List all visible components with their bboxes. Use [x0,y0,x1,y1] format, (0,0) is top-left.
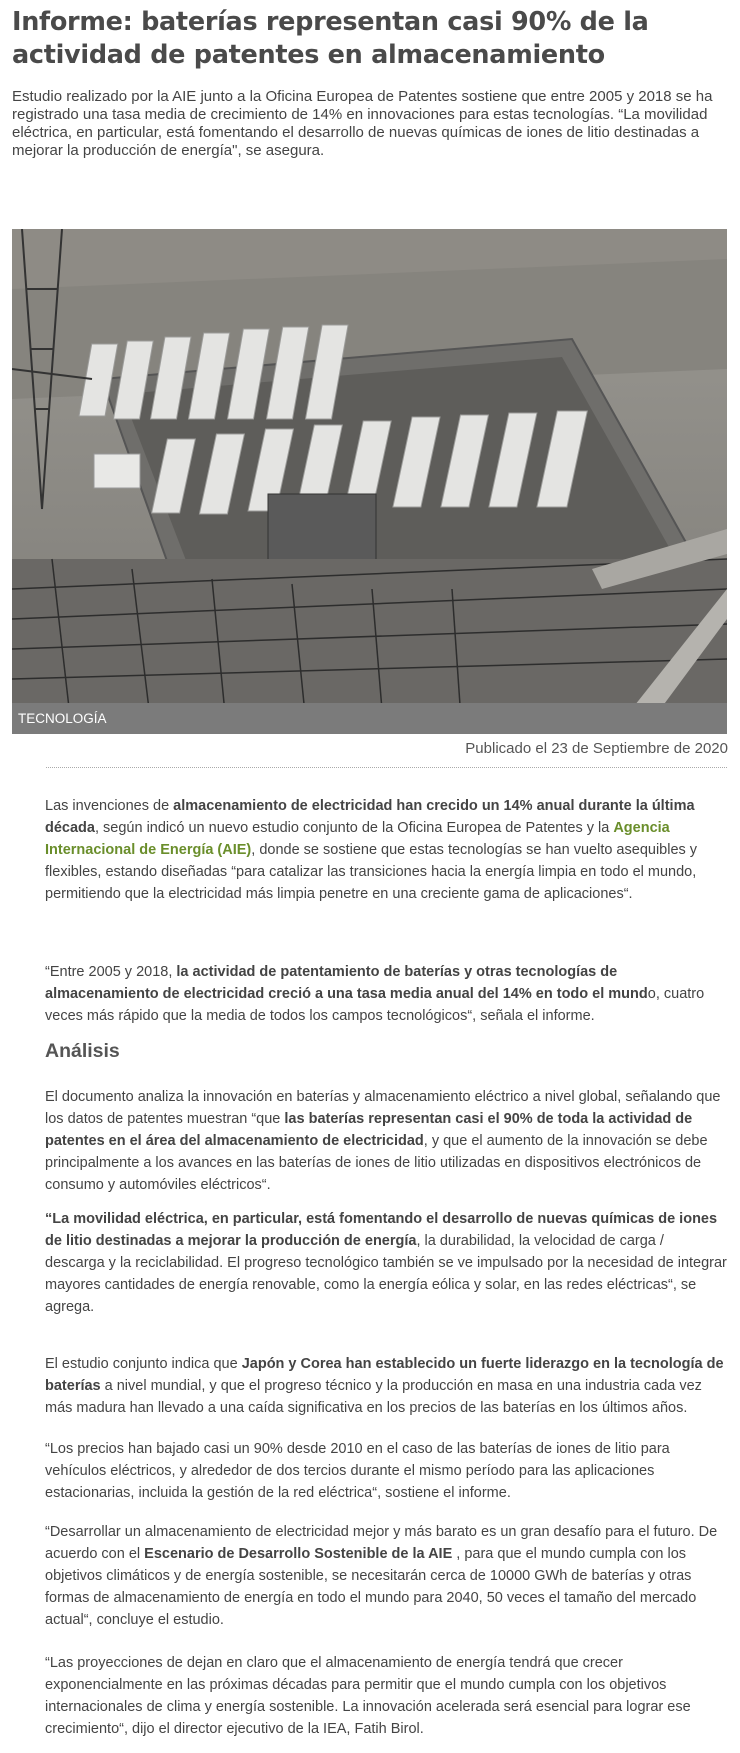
bold-text: Japón y Corea han establecido un fuerte liderazgo en la tecnología de baterías [45,1356,724,1394]
bold-text: Escenario de Desarrollo Sostenible de la AIE [144,1546,453,1562]
bold-text: la actividad de patentamiento de baterías y otras tecnologías de almacenamiento de electricidad creció a una tasa media anual del 14% en todo el mund [45,964,648,1002]
text: “Las proyecciones de dejan en claro que el almacenamiento de energía tendrá que crecer exponencialmente en las próximas décadas para permitir que el mundo cumpla con los objetivos internacionales de clima y energía sostenible. La innovación acelerada será esencial para lograr ese crecimiento“, dijo el director ejecutivo de la IEA, Fatih Birol. [45,1655,691,1737]
bold-text: las baterías representan casi el 90% de toda la actividad de patentes en el área del almacenamiento de electricidad [45,1111,693,1149]
paragraph-1 [45,795,727,905]
paragraph-3 [45,1086,727,1196]
aie-link[interactable]: Agencia Internacional de Energía (AIE) [45,820,670,858]
article-lead: Estudio realizado por la AIE junto a la Oficina Europea de Patentes sostiene que entre 2005 y 2018 se ha registrado una tasa media de crecimiento de 14% en innovaciones para estas tecnologías. “La movilidad eléctrica, en particular, está fomentando el desarrollo de nuevas químicas de iones de litio destinadas a mejorar la producción de energía", se asegura. [12,88,713,159]
text: o, cuatro veces más rápido que la media de todos los campos tecnológicos“, señala el informe. [45,986,705,1024]
text: “Entre 2005 y 2018, [45,964,177,980]
section-heading: Análisis [45,1040,120,1062]
paragraph-7 [45,1521,727,1631]
publish-date: Publicado el 23 de Septiembre de 2020 [465,740,728,757]
text: “Desarrollar un almacenamiento de electricidad mejor y más barato es un gran desafío para el futuro. De acuerdo con el [45,1524,718,1562]
text: , donde se sostiene que estas tecnologías se han vuelto asequibles y flexibles, estando diseñadas “para catalizar las transiciones hacia la energía limpia en todo el mundo, permitiendo que la electricidad más limpia penetre en una creciente gama de aplicaciones“. [45,842,698,902]
text: , para que el mundo cumpla con los objetivos climáticos y de energía sostenible, se necesitarán cerca de 10000 GWh de baterías y otras formas de almacenamiento de energía en todo el mundo para 2040, 50 veces el tamaño del mercado actual“, concluye el estudio. [45,1546,697,1628]
text: , según indicó un nuevo estudio conjunto de la Oficina Europea de Patentes y la [94,820,614,836]
text: , y que el aumento de la innovación se debe principalmente a los avances en las baterías de iones de litio utilizadas en dispositivos electrónicos de consumo y automóviles eléctricos“. [45,1133,708,1193]
text: a nivel mundial, y que el progreso técnico y la producción en masa en una industria cada vez más madura han llevado a una caída significativa en los precios de las baterías en los últimos años. [45,1378,702,1416]
hero-image[interactable] [12,229,727,734]
bold-text: almacenamiento de electricidad han crecido un 14% anual durante la última década [45,798,695,836]
text: El documento analiza la innovación en baterías y almacenamiento eléctrico a nivel global, señalando que los datos de patentes muestran “que [45,1089,721,1127]
bold-text: “La movilidad eléctrica, en particular, está fomentando el desarrollo de nuevas químicas de iones de litio destinadas a mejorar la producción de energía [45,1211,718,1249]
paragraph-8 [45,1652,727,1740]
paragraph-2 [45,961,727,1027]
paragraph-4 [45,1208,727,1318]
divider [46,767,727,768]
article-title: Informe: baterías representan casi 90% de la actividad de patentes en almacenamiento [12,7,649,70]
text: El estudio conjunto indica que [45,1356,242,1372]
text: Las invenciones de [45,798,174,814]
category-label[interactable]: TECNOLOGÍA [12,703,727,734]
battery-storage-aerial-photo [12,229,727,734]
text: “Los precios han bajado casi un 90% desde 2010 en el caso de las baterías de iones de litio para vehículos eléctricos, y alrededor de dos tercios durante el mismo período para las aplicaciones estacionarias, incluida la gestión de la red eléctrica“, sostiene el informe. [45,1441,670,1501]
paragraph-5 [45,1353,727,1419]
text: , la durabilidad, la velocidad de carga / descarga y la reciclabilidad. El progreso tecnológico también se ve impulsado por la necesidad de integrar mayores cantidades de energía renovable, como la energía eólica y solar, en las redes eléctricas“, se agrega. [45,1233,727,1315]
paragraph-6 [45,1438,727,1504]
